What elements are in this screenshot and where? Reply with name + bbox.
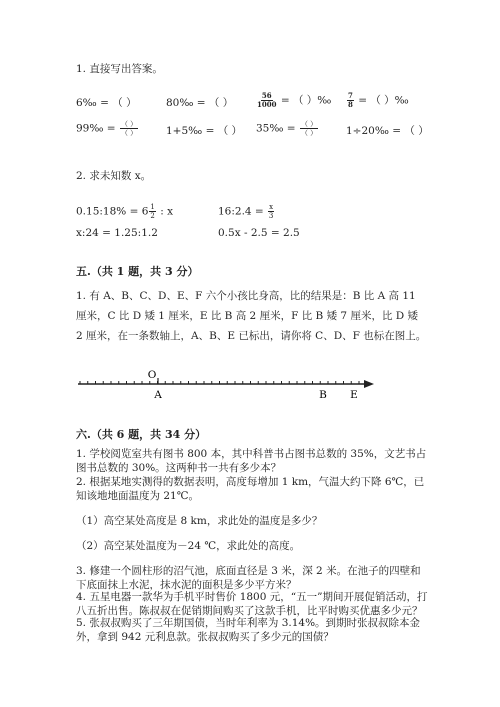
section-6-q2: 2. 根据某地实测得的数据表明，高度每增加 1 km，气温大约下降 6℃，已知该地地面温度为 21℃。: [76, 476, 425, 502]
point-a-label: A: [154, 389, 162, 401]
calc-item: [346, 92, 409, 109]
fraction-denominator: 3: [268, 212, 274, 220]
fraction-denominator: （ ）: [120, 129, 138, 137]
point-b-label: B: [319, 389, 327, 401]
calc-item: [76, 120, 139, 137]
calc-item: [256, 120, 319, 137]
fraction-numerator: 56: [261, 91, 272, 100]
section-5-question: 1. 有 A、B、C、D、E、F 六个小孩比身高，比的结果是：B 比 A 高 11 厘米，C 比 D 矮 1 厘米，E 比 B 高 2 厘米，F 比 B 矮 7 厘米，比 D 矮 2 厘米，在一条数轴上，A、B、E 已标出，请你将 C、D、F 也标在图上。: [76, 290, 427, 342]
section-6-q1: 1. 学校阅览室共有图书 800 本，其中科普书占图书总数的 35%，文艺书占图书总数的 30%。这两种书一共有多少本？: [76, 448, 427, 474]
section-6-q2-sub2: （2）高空某处温度为－24 ℃，求此处的高度。: [76, 540, 301, 552]
equation: x:24 = 1.25:1.2: [76, 227, 158, 239]
question-1-title: 1. 直接写出答案。: [76, 63, 163, 75]
equation: 0.5x - 2.5 = 2.5: [218, 227, 300, 239]
fraction-tail: = （ ）‰: [354, 94, 409, 107]
calc-item: 6‰ = （ ）: [76, 97, 137, 109]
fraction-denominator: 8: [348, 100, 353, 109]
equation: [218, 203, 275, 220]
fraction-numerator: 1: [150, 203, 155, 211]
section-6-q3: 3. 修建一个圆柱形的沼气池，底面直径是 3 米，深 2 米。在池子的四壁和下底面抹上水泥，抹水泥的面积是多少平方米？: [76, 565, 421, 591]
section-5-heading: 五.（共 1 题，共 3 分）: [76, 265, 199, 278]
fraction-numerator: x: [269, 203, 274, 211]
equation-part: 16:2.4 =: [218, 205, 268, 218]
equation: [76, 203, 173, 220]
fraction-numerator: （ ）: [120, 120, 138, 128]
number-line-arrow: [364, 380, 374, 388]
calc-lead: 99‰ =: [76, 122, 119, 135]
point-e-label: E: [350, 389, 358, 401]
section-6-heading: 六.（共 6 题，共 34 分）: [76, 428, 207, 441]
fraction-denominator: 2: [150, 212, 155, 220]
fraction-denominator: 1000: [257, 100, 277, 109]
section-6-q5: 5. 张叔叔购买了三年期国债，当时年利率为 3.14%。到期时张叔叔除本金外，拿到 942 元利息款。张叔叔购买了多少元的国债？: [76, 617, 421, 643]
calc-item: 1+5‰ = （ ）: [166, 125, 243, 137]
fraction-numerator: 7: [348, 91, 353, 100]
section-6-q2-sub1: （1）高空某处高度是 8 km，求此处的温度是多少？: [76, 515, 323, 527]
fraction-numerator: （ ）: [300, 120, 318, 128]
fraction-denominator: （ ）: [300, 129, 318, 137]
equation-part: : x: [156, 205, 174, 218]
equation-part: 0.15:18% = 6: [76, 205, 149, 218]
fraction-tail: = （ ）‰: [277, 94, 332, 107]
question-2-title: 2. 求未知数 x。: [76, 170, 152, 182]
calc-item: 1÷20‰ = （ ）: [346, 125, 429, 137]
calc-item: [256, 92, 331, 109]
calc-item: 80‰ = （ ）: [166, 97, 234, 109]
number-line-ticks: [80, 378, 359, 384]
number-line: [0, 360, 500, 405]
origin-label: O: [147, 369, 157, 381]
calc-lead: 35‰ =: [256, 122, 299, 135]
section-6-q4: 4. 五星电器一款华为手机平时售价 1800 元，“五一”期间开展促销活动，打八五折出售。陈叔叔在促销期间购买了这款手机，比平时购买优惠多少元？: [76, 591, 428, 617]
